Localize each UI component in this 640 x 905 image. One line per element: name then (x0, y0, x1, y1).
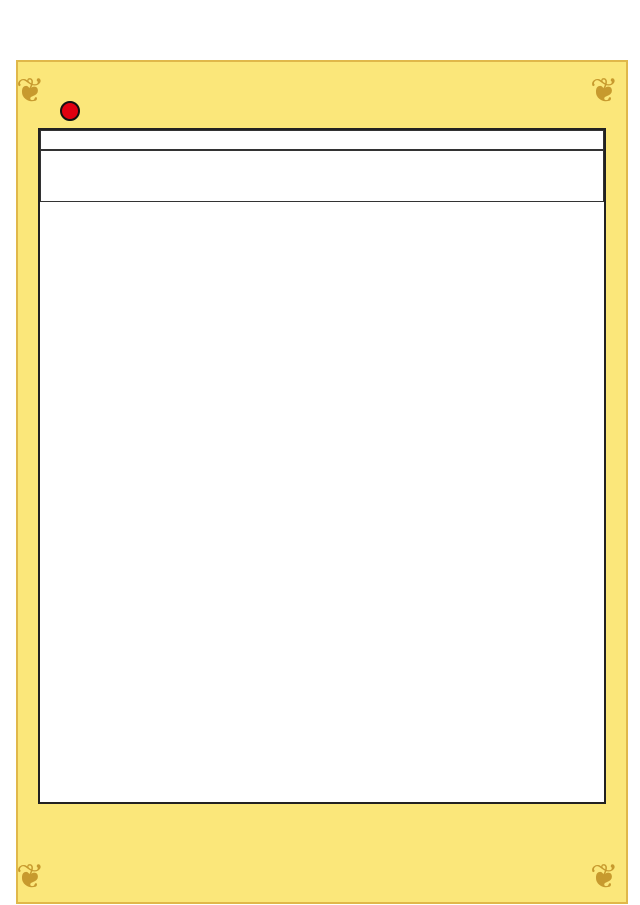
ornament-icon: ❦ (16, 857, 45, 897)
ornament-icon: ❦ (590, 857, 619, 897)
row-maker (40, 130, 604, 150)
brand-logo (60, 98, 84, 124)
ornament-icon: ❦ (590, 71, 619, 111)
ornament-icon: ❦ (16, 71, 45, 111)
certificate-sheet (38, 128, 606, 804)
row-vehicle (40, 150, 604, 202)
logo-icon (60, 101, 80, 121)
